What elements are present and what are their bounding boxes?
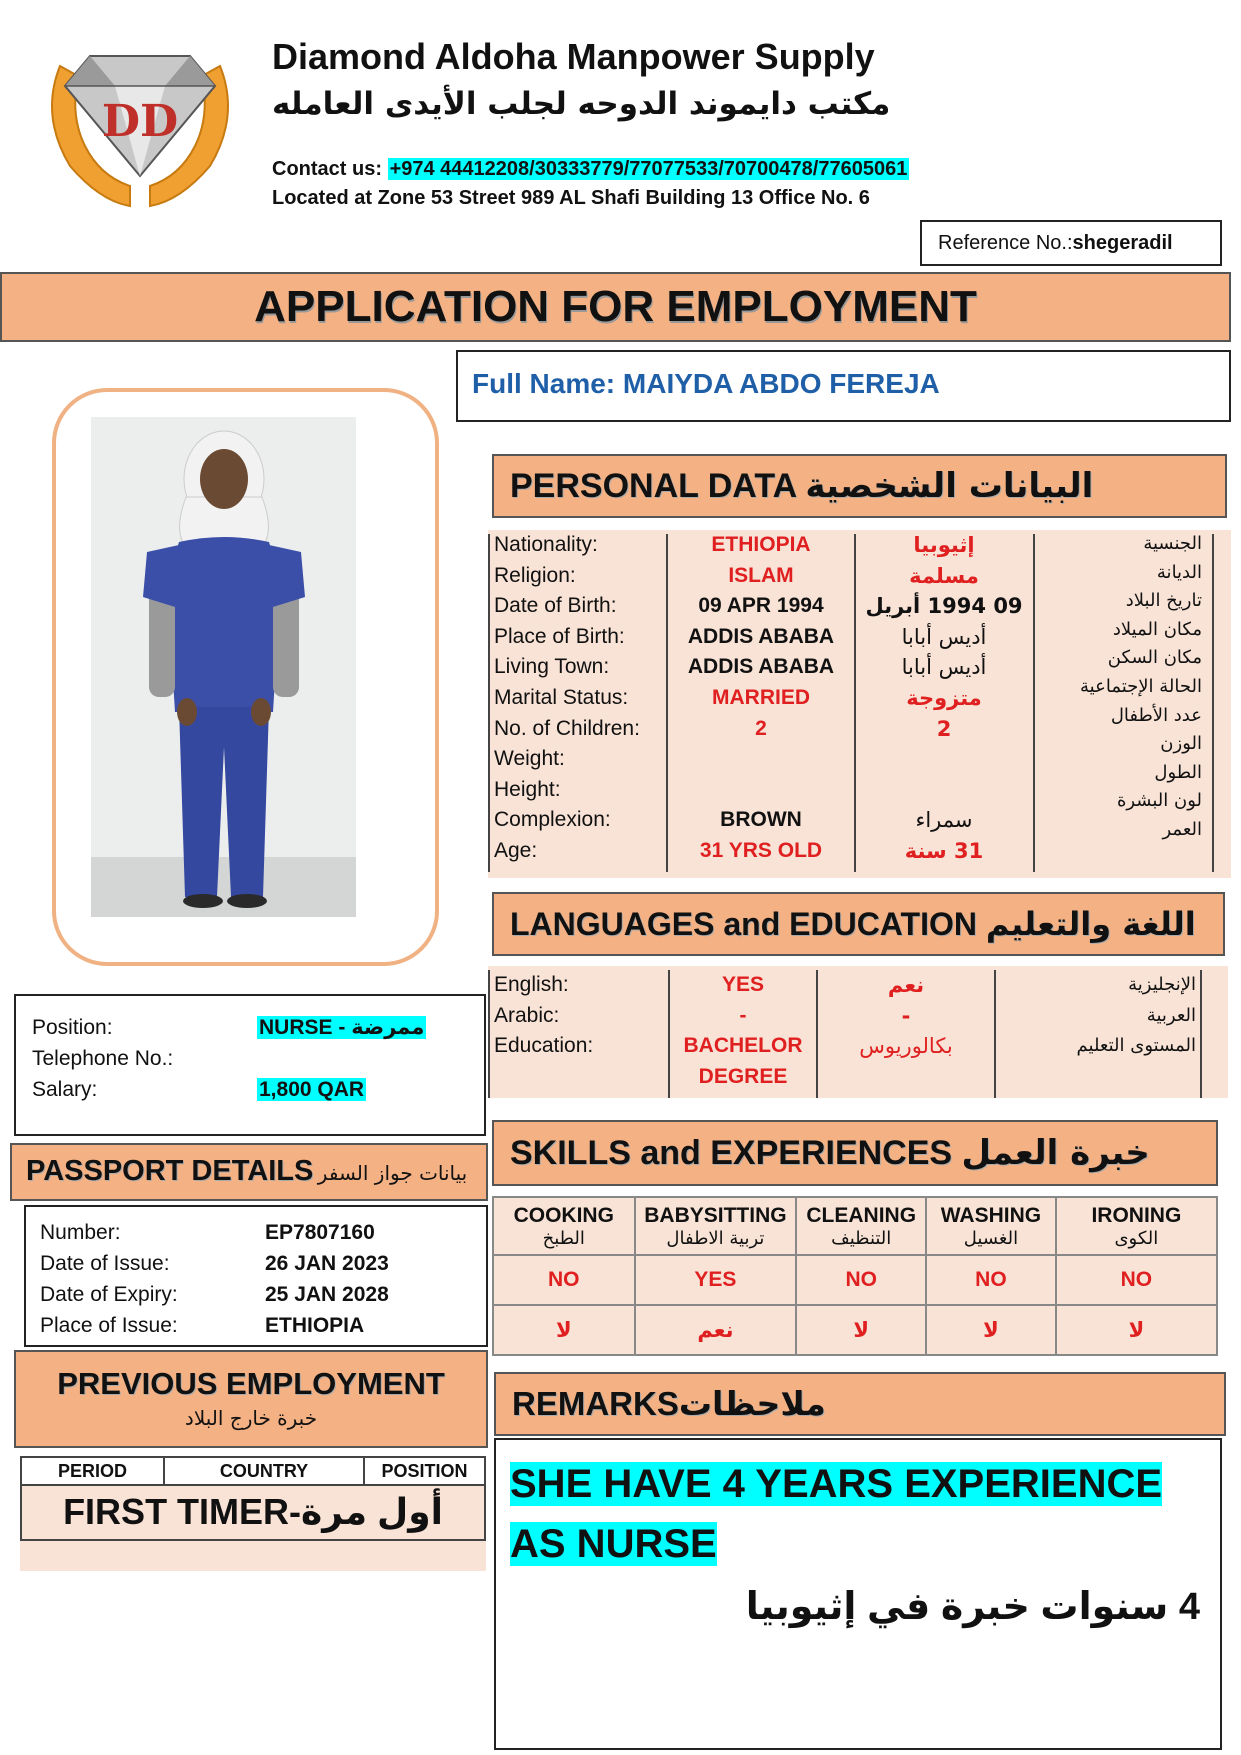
skills-title-en: SKILLS and EXPERIENCES [510,1134,953,1172]
pd-label-en: Place of Birth: [494,624,625,648]
lang-label-ar: العربية [1146,1004,1196,1026]
skill-header: WASHING الغسيل [926,1197,1056,1255]
passport-title [10,1143,488,1201]
pd-label-en: Marital Status: [494,685,629,709]
remarks-text-ar: 4 سنوات خبرة في إثيوبيا [745,1586,1200,1628]
passport-title-en: PASSPORT DETAILS [26,1155,314,1187]
company-logo [30,36,250,214]
passport-expiry-value: 25 JAN 2028 [265,1283,389,1306]
pob-value-ar: أديس أبابا [901,624,987,649]
skill-value: NO [926,1255,1056,1305]
pd-label-en: Date of Birth: [494,594,617,618]
english-value-ar: نعم [887,973,925,997]
languages-title-en: LANGUAGES and EDUCATION [510,906,977,942]
pd-labels-en [494,530,664,870]
company-name-ar: مكتب دايموند الدوحه لجلب الأيدى العامله [272,86,891,122]
dob-value: 09 APR 1994 [698,594,824,618]
skill-value: YES [635,1255,797,1305]
reference-box [920,220,1222,266]
pd-label-ar: الجنسية [1143,533,1202,554]
marital-value: MARRIED [712,685,810,709]
skill-header: COOKING الطبخ [493,1197,635,1255]
children-value-ar: 2 [936,716,952,741]
previous-employment-title [14,1350,488,1448]
full-name: Full Name: MAIYDA ABDO FEREJA [456,350,1231,422]
skill-value: NO [493,1255,635,1305]
address-line: Located at Zone 53 Street 989 AL Shafi Building 13 Office No. 6 [272,187,870,209]
reference-value: shegeradil [1072,232,1173,254]
salary-label: Salary: [32,1078,98,1101]
skill-value-ar: لا [796,1305,926,1355]
education-value-ar: بكالوريوس [859,1034,953,1059]
passport-issue-label: Date of Issue: [40,1252,170,1275]
pd-label-en: Age: [494,838,538,862]
pd-label-ar: الطول [1154,761,1202,783]
pd-labels-ar [1036,530,1202,870]
pd-label-en: Height: [494,777,561,801]
religion-value: ISLAM [728,563,794,587]
pd-label-ar: تاريخ البلاد [1125,590,1202,612]
personal-data-table [488,530,1231,878]
pd-values-en [668,530,854,870]
reference-label: Reference No.: [938,232,1073,254]
pd-label-en: Living Town: [494,655,610,679]
skills-title [492,1120,1218,1186]
lang-label-en: English: [494,973,569,996]
contact-phones: +974 44412208/30333779/77077533/70700478/77605061 [389,158,908,180]
pd-label-ar: لون البشرة [1116,790,1202,812]
education-value: BACHELOR [683,1034,803,1058]
complexion-value-ar: سمراء [915,808,973,833]
pd-label-ar: عدد الأطفال [1110,704,1202,726]
applicant-photo [91,417,356,917]
pd-label-ar: الحالة الإجتماعية [1080,675,1202,697]
lang-label-en: Arabic: [494,1003,560,1027]
living-town-value: ADDIS ABABA [687,655,835,679]
pd-label-en: Complexion: [494,808,611,832]
arabic-value-ar: - [901,1003,911,1028]
telephone-row [32,1043,468,1074]
nationality-value-ar: إثيوبيا [913,533,975,557]
pd-label-en: No. of Children: [494,716,640,740]
personal-data-title-ar: البيانات الشخصية [805,466,1094,506]
languages-table [488,966,1228,1098]
english-value: YES [721,973,765,996]
skill-value-ar: لا [493,1305,635,1355]
passport-number-label: Number: [40,1221,121,1244]
height-value-ar [856,775,1032,806]
pd-label-en: Nationality: [494,533,598,556]
personal-data-title [492,454,1227,518]
passport-number-value: EP7807160 [265,1221,375,1244]
position-label: Position: [32,1016,113,1039]
children-value: 2 [755,716,767,740]
contact-line [272,158,909,181]
position-value: NURSE - ممرضة [259,1016,425,1039]
skill-value: NO [1056,1255,1217,1305]
skill-value-ar: نعم [635,1305,797,1355]
previous-title-en: PREVIOUS EMPLOYMENT [57,1366,445,1401]
remarks-title-en: REMARKS [512,1385,679,1422]
pd-label-en: Religion: [494,563,576,587]
nationality-value: ETHIOPIA [711,533,811,556]
telephone-label: Telephone No.: [32,1047,174,1070]
position-box [14,994,486,1136]
previous-table-header [20,1456,486,1486]
passport-box [24,1205,488,1347]
personal-data-title-en: PERSONAL DATA [510,467,796,505]
weight-value-ar [856,744,1032,775]
skills-value-ar-row [493,1305,1217,1355]
passport-title-ar: بيانات جواز السفر [317,1161,468,1185]
pd-label-en: Weight: [494,747,565,771]
remarks-box [494,1438,1222,1750]
remarks-title [494,1372,1226,1436]
skill-header: IRONING الكوى [1056,1197,1217,1255]
pd-label-ar: مكان السكن [1107,647,1202,669]
skills-value-row [493,1255,1217,1305]
age-value-ar: 31 سنة [904,838,984,863]
complexion-value: BROWN [720,808,802,832]
col-country: COUNTRY [165,1458,365,1484]
logo-letters: DD [101,96,179,147]
pd-label-ar: مكان الميلاد [1112,618,1202,640]
skill-header: CLEANING التنظيف [796,1197,926,1255]
lang-label-ar: الإنجليزية [1128,974,1196,995]
age-value: 31 YRS OLD [699,838,823,862]
pd-label-ar: الديانة [1156,561,1202,583]
passport-expiry-label: Date of Expiry: [40,1283,178,1306]
languages-title-ar: اللغة والتعليم [985,905,1196,943]
previous-employment-value: FIRST TIMER-أول مرة [20,1486,486,1541]
height-value [668,775,854,806]
lang-label-en: Education: [494,1034,594,1058]
skill-value-ar: لا [1056,1305,1217,1355]
pd-label-ar: العمر [1162,818,1202,840]
col-period: PERIOD [22,1458,165,1484]
position-row [32,1012,468,1043]
contact-label: Contact us: [272,158,388,180]
skills-header-row [493,1197,1217,1255]
skills-table [492,1196,1218,1356]
salary-value: 1,800 QAR [259,1078,365,1101]
arabic-value: - [739,1003,747,1027]
skill-value: NO [796,1255,926,1305]
skills-title-ar: خبرة العمل [961,1133,1150,1173]
previous-employment-table [20,1456,486,1571]
application-title: APPLICATION FOR EMPLOYMENT [0,272,1231,342]
skill-header: BABYSITTING تربية الاطفال [635,1197,797,1255]
remarks-title-ar: ملاحظات [678,1384,826,1423]
religion-value-ar: مسلمة [909,563,979,588]
passport-issue-value: 26 JAN 2023 [265,1252,389,1275]
education-value-2: DEGREE [698,1064,788,1088]
salary-row [32,1074,468,1105]
lang-label-ar: المستوى التعليم [1076,1035,1196,1057]
pd-values-ar [856,530,1032,870]
remarks-text-en: SHE HAVE 4 YEARS EXPERIENCE AS NURSE [510,1462,1163,1566]
passport-place-label: Place of Issue: [40,1314,178,1337]
pd-label-ar: الوزن [1160,733,1202,755]
dob-value-ar: 09 1994 أبريل [865,594,1023,619]
weight-value [668,744,854,775]
marital-value-ar: متزوجة [906,685,982,710]
passport-place-value: ETHIOPIA [265,1314,365,1337]
company-name-en: Diamond Aldoha Manpower Supply [272,36,875,77]
col-position: POSITION [381,1461,468,1481]
languages-title [492,892,1225,956]
previous-title-ar: خبرة خارج البلاد [184,1406,318,1430]
living-town-value-ar: أديس أبابا [901,655,987,680]
pob-value: ADDIS ABABA [687,624,835,648]
skill-value-ar: لا [926,1305,1056,1355]
